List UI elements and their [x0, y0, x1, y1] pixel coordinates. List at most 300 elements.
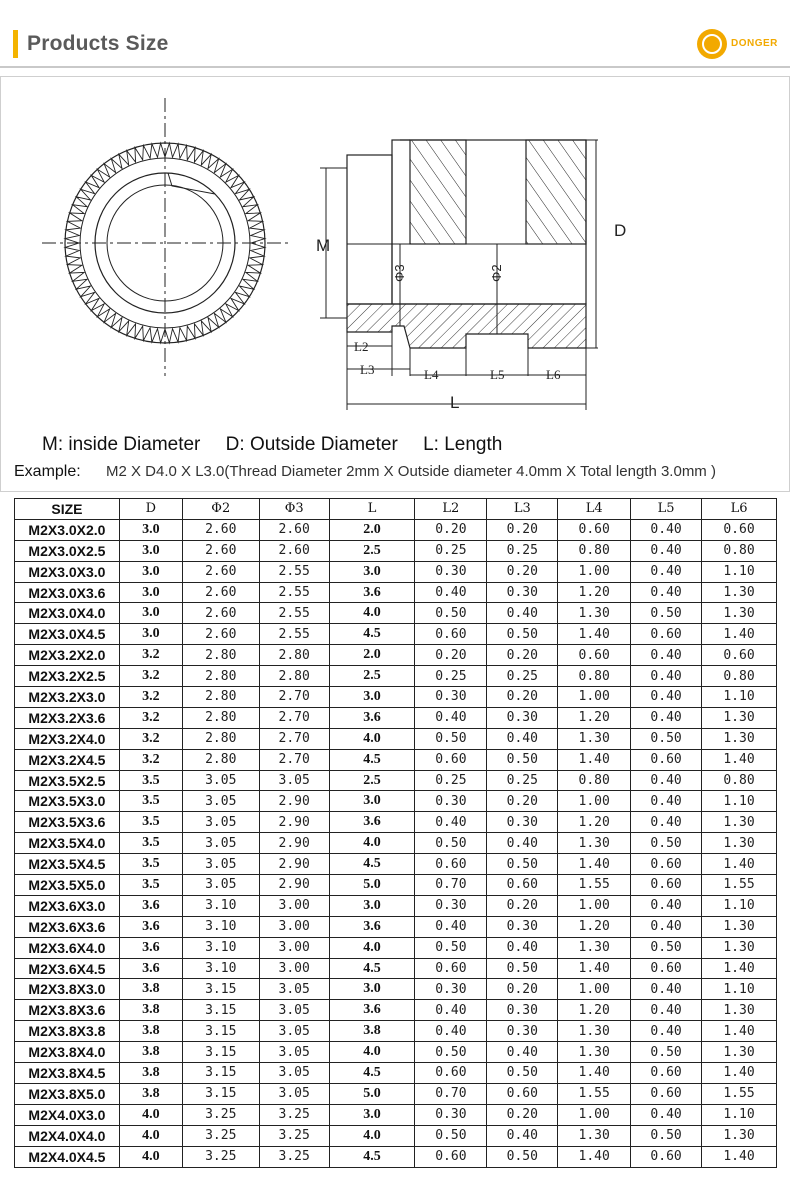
table-row: [15, 1146, 777, 1167]
cell-l6: 1.40: [702, 749, 777, 770]
cell-l: 4.5: [329, 624, 415, 645]
cell-l6: 1.30: [702, 833, 777, 854]
cell-phi2: 2.80: [182, 645, 259, 666]
cell-l2: 0.30: [415, 561, 487, 582]
cell-size: M2X3.6X3.0: [15, 895, 120, 916]
cell-phi2: 3.10: [182, 916, 259, 937]
cell-phi3: 2.90: [259, 854, 329, 875]
label-phi3: Φ3: [392, 264, 407, 282]
cell-l: 2.5: [329, 770, 415, 791]
header-accent-bar: [13, 30, 18, 58]
table-row: [15, 707, 777, 728]
label-l2: L2: [354, 339, 369, 354]
cell-phi2: 3.05: [182, 770, 259, 791]
cell-size: M2X3.6X4.0: [15, 937, 120, 958]
cell-l2: 0.30: [415, 1104, 487, 1125]
table-row: [15, 519, 777, 540]
cell-l5: 0.60: [631, 749, 702, 770]
cell-l4: 0.80: [558, 666, 631, 687]
table-row: [15, 1021, 777, 1042]
cell-l2: 0.40: [415, 812, 487, 833]
header-d: D: [119, 499, 182, 520]
cell-l5: 0.50: [631, 937, 702, 958]
cell-l4: 1.30: [558, 1021, 631, 1042]
cell-l3: 0.40: [487, 937, 558, 958]
cell-l4: 1.00: [558, 561, 631, 582]
cell-l: 3.0: [329, 1104, 415, 1125]
table-row: [15, 540, 777, 561]
cell-d: 3.2: [119, 749, 182, 770]
cell-l3: 0.30: [487, 812, 558, 833]
cell-l3: 0.20: [487, 791, 558, 812]
logo-icon: [697, 29, 727, 59]
cell-size: M2X3.2X2.5: [15, 666, 120, 687]
cell-l4: 1.00: [558, 791, 631, 812]
cell-d: 3.8: [119, 1000, 182, 1021]
cell-l5: 0.40: [631, 582, 702, 603]
cell-l5: 0.40: [631, 1104, 702, 1125]
cell-d: 3.5: [119, 812, 182, 833]
cell-d: 3.8: [119, 1063, 182, 1084]
cell-d: 3.0: [119, 561, 182, 582]
cell-l3: 0.20: [487, 645, 558, 666]
cell-phi3: 2.90: [259, 875, 329, 896]
cell-size: M2X3.0X2.5: [15, 540, 120, 561]
cell-l5: 0.40: [631, 1000, 702, 1021]
cell-l2: 0.25: [415, 540, 487, 561]
cell-l5: 0.40: [631, 707, 702, 728]
cell-d: 3.6: [119, 937, 182, 958]
label-l: L: [450, 393, 460, 412]
brand-logo: [697, 29, 787, 61]
cell-l5: 0.60: [631, 875, 702, 896]
cell-l: 4.0: [329, 937, 415, 958]
cell-l4: 1.00: [558, 895, 631, 916]
cell-l: 4.0: [329, 1125, 415, 1146]
example-line: [14, 463, 716, 481]
cell-phi2: 2.60: [182, 624, 259, 645]
cell-l: 2.0: [329, 519, 415, 540]
cell-phi3: 3.05: [259, 1000, 329, 1021]
cell-phi3: 2.60: [259, 519, 329, 540]
cell-l3: 0.20: [487, 519, 558, 540]
cell-l5: 0.60: [631, 624, 702, 645]
cell-size: M2X3.0X2.0: [15, 519, 120, 540]
cell-l4: 1.40: [558, 1146, 631, 1167]
cell-l5: 0.60: [631, 1083, 702, 1104]
cell-l5: 0.60: [631, 958, 702, 979]
cell-l3: 0.25: [487, 666, 558, 687]
cell-l2: 0.40: [415, 1000, 487, 1021]
cell-size: M2X3.0X4.5: [15, 624, 120, 645]
table-row: [15, 728, 777, 749]
cell-size: M2X3.5X2.5: [15, 770, 120, 791]
cell-l5: 0.60: [631, 1146, 702, 1167]
cell-l5: 0.60: [631, 1063, 702, 1084]
label-l4: L4: [424, 367, 439, 382]
cell-l6: 0.80: [702, 540, 777, 561]
cell-phi3: 3.05: [259, 979, 329, 1000]
cell-phi3: 2.60: [259, 540, 329, 561]
cell-l3: 0.60: [487, 875, 558, 896]
cell-l3: 0.20: [487, 895, 558, 916]
cell-phi2: 3.15: [182, 1042, 259, 1063]
cell-size: M2X3.0X3.6: [15, 582, 120, 603]
cell-l3: 0.50: [487, 749, 558, 770]
cell-d: 3.6: [119, 916, 182, 937]
cell-l3: 0.40: [487, 1042, 558, 1063]
cell-l3: 0.30: [487, 1021, 558, 1042]
table-row: [15, 833, 777, 854]
cell-l: 4.5: [329, 854, 415, 875]
cell-l6: 1.40: [702, 854, 777, 875]
label-l6: L6: [546, 367, 561, 382]
cell-phi3: 2.55: [259, 582, 329, 603]
table-row: [15, 749, 777, 770]
table-row: [15, 582, 777, 603]
label-l3: L3: [360, 362, 375, 377]
cell-phi2: 2.60: [182, 540, 259, 561]
cell-l5: 0.40: [631, 687, 702, 708]
cell-l5: 0.50: [631, 1125, 702, 1146]
cell-phi3: 2.80: [259, 645, 329, 666]
label-d: D: [614, 221, 627, 240]
cell-phi2: 3.10: [182, 937, 259, 958]
cell-l: 4.0: [329, 728, 415, 749]
table-row: [15, 1125, 777, 1146]
cell-phi3: 3.25: [259, 1104, 329, 1125]
cell-l2: 0.60: [415, 749, 487, 770]
cell-d: 4.0: [119, 1146, 182, 1167]
cell-phi3: 3.00: [259, 916, 329, 937]
cell-phi2: 3.05: [182, 791, 259, 812]
cell-l3: 0.20: [487, 561, 558, 582]
cell-l5: 0.40: [631, 791, 702, 812]
cell-l6: 1.30: [702, 603, 777, 624]
table-row: [15, 895, 777, 916]
cell-l4: 1.30: [558, 728, 631, 749]
header-l4: L4: [558, 499, 631, 520]
table-row: [15, 624, 777, 645]
cell-phi2: 2.60: [182, 561, 259, 582]
label-m: M: [316, 236, 331, 255]
cell-l3: 0.20: [487, 1104, 558, 1125]
table-row: [15, 770, 777, 791]
cell-l: 2.5: [329, 666, 415, 687]
cell-l: 4.5: [329, 1063, 415, 1084]
cell-l6: 1.55: [702, 875, 777, 896]
cell-l2: 0.50: [415, 1042, 487, 1063]
cell-l5: 0.40: [631, 645, 702, 666]
cell-l2: 0.40: [415, 582, 487, 603]
table-row: [15, 666, 777, 687]
cell-phi3: 3.05: [259, 1083, 329, 1104]
header-l5: L5: [631, 499, 702, 520]
header-size: SIZE: [15, 499, 120, 520]
cell-phi2: 2.80: [182, 687, 259, 708]
cell-l6: 1.30: [702, 582, 777, 603]
cell-l2: 0.60: [415, 1063, 487, 1084]
cell-size: M2X3.8X5.0: [15, 1083, 120, 1104]
cell-l5: 0.40: [631, 561, 702, 582]
cell-phi2: 2.60: [182, 603, 259, 624]
table-row: [15, 916, 777, 937]
cell-l6: 1.10: [702, 791, 777, 812]
cell-l: 4.5: [329, 749, 415, 770]
cell-l6: 1.40: [702, 1063, 777, 1084]
cell-d: 3.0: [119, 624, 182, 645]
cell-size: M2X3.6X3.6: [15, 916, 120, 937]
cell-phi2: 3.15: [182, 1063, 259, 1084]
cell-size: M2X3.5X3.0: [15, 791, 120, 812]
cell-phi3: 3.00: [259, 958, 329, 979]
cell-phi2: 3.05: [182, 854, 259, 875]
cell-l2: 0.40: [415, 707, 487, 728]
cell-l5: 0.40: [631, 519, 702, 540]
cell-l2: 0.20: [415, 645, 487, 666]
cell-l2: 0.60: [415, 1146, 487, 1167]
cell-size: M2X3.0X3.0: [15, 561, 120, 582]
knurl-section-left: [410, 140, 466, 244]
cell-size: M2X3.5X4.5: [15, 854, 120, 875]
cell-l: 4.0: [329, 1042, 415, 1063]
cell-l4: 1.20: [558, 1000, 631, 1021]
cell-size: M2X3.8X3.0: [15, 979, 120, 1000]
cell-l6: 1.30: [702, 1125, 777, 1146]
cell-phi3: 3.05: [259, 1063, 329, 1084]
cell-l6: 1.40: [702, 1021, 777, 1042]
cell-l6: 1.55: [702, 1083, 777, 1104]
header-l2: L2: [415, 499, 487, 520]
cell-l2: 0.60: [415, 854, 487, 875]
cell-phi3: 2.70: [259, 749, 329, 770]
cell-l3: 0.25: [487, 770, 558, 791]
cell-l6: 1.40: [702, 958, 777, 979]
cell-l4: 1.40: [558, 854, 631, 875]
cell-l6: 0.80: [702, 770, 777, 791]
cell-phi3: 2.55: [259, 624, 329, 645]
cell-d: 3.5: [119, 791, 182, 812]
cell-l2: 0.60: [415, 624, 487, 645]
cell-l: 3.8: [329, 1021, 415, 1042]
cell-l: 5.0: [329, 1083, 415, 1104]
cell-l5: 0.50: [631, 728, 702, 749]
cell-l6: 1.10: [702, 979, 777, 1000]
cell-size: M2X3.8X3.8: [15, 1021, 120, 1042]
cell-l3: 0.50: [487, 624, 558, 645]
cell-d: 3.2: [119, 645, 182, 666]
cell-l4: 1.40: [558, 958, 631, 979]
cell-l4: 1.30: [558, 937, 631, 958]
cell-l4: 1.00: [558, 979, 631, 1000]
cell-d: 4.0: [119, 1104, 182, 1125]
cell-phi3: 2.90: [259, 791, 329, 812]
cell-l5: 0.50: [631, 833, 702, 854]
cell-l2: 0.70: [415, 1083, 487, 1104]
cell-d: 3.5: [119, 875, 182, 896]
cell-phi2: 2.80: [182, 666, 259, 687]
cell-d: 3.8: [119, 979, 182, 1000]
cell-l3: 0.20: [487, 687, 558, 708]
table-row: [15, 1063, 777, 1084]
cell-l4: 1.40: [558, 749, 631, 770]
cell-phi3: 3.00: [259, 937, 329, 958]
cell-d: 4.0: [119, 1125, 182, 1146]
body-left-collar: [347, 155, 392, 304]
cell-l5: 0.50: [631, 603, 702, 624]
cell-l5: 0.40: [631, 666, 702, 687]
cell-l3: 0.50: [487, 854, 558, 875]
cell-d: 3.5: [119, 770, 182, 791]
cell-d: 3.0: [119, 603, 182, 624]
cell-phi3: 2.70: [259, 728, 329, 749]
cell-l4: 0.80: [558, 540, 631, 561]
cell-l4: 1.20: [558, 582, 631, 603]
cell-l2: 0.20: [415, 519, 487, 540]
cell-l4: 1.20: [558, 916, 631, 937]
cell-l: 3.6: [329, 582, 415, 603]
label-l5: L5: [490, 367, 505, 382]
cell-size: M2X3.2X3.6: [15, 707, 120, 728]
technical-drawing: [0, 76, 790, 426]
legend-m: M: inside Diameter: [42, 434, 201, 455]
cell-phi3: 3.00: [259, 895, 329, 916]
table-row: [15, 937, 777, 958]
cell-l: 3.0: [329, 687, 415, 708]
cell-l3: 0.40: [487, 833, 558, 854]
cell-d: 3.5: [119, 854, 182, 875]
cell-l2: 0.50: [415, 728, 487, 749]
cell-phi2: 2.60: [182, 519, 259, 540]
cell-l3: 0.40: [487, 728, 558, 749]
cell-phi2: 3.10: [182, 958, 259, 979]
cell-l: 4.5: [329, 1146, 415, 1167]
table-row: [15, 1104, 777, 1125]
cell-size: M2X3.2X3.0: [15, 687, 120, 708]
legend-d: D: Outside Diameter: [225, 434, 398, 455]
cell-l6: 1.30: [702, 812, 777, 833]
cell-d: 3.2: [119, 666, 182, 687]
cell-l: 3.0: [329, 561, 415, 582]
cell-l: 3.0: [329, 979, 415, 1000]
cell-l3: 0.40: [487, 603, 558, 624]
cell-l4: 1.00: [558, 1104, 631, 1125]
cell-l4: 1.40: [558, 624, 631, 645]
header-l: L: [329, 499, 415, 520]
cell-phi2: 3.15: [182, 1021, 259, 1042]
cell-size: M2X4.0X4.5: [15, 1146, 120, 1167]
table-row: [15, 875, 777, 896]
table-row: [15, 791, 777, 812]
cell-l6: 1.10: [702, 561, 777, 582]
cell-d: 3.8: [119, 1042, 182, 1063]
cell-phi3: 3.05: [259, 770, 329, 791]
cell-l: 3.6: [329, 916, 415, 937]
cell-phi2: 3.25: [182, 1146, 259, 1167]
cell-l6: 1.30: [702, 1000, 777, 1021]
example-label: Example:: [14, 463, 81, 480]
cell-phi2: 3.15: [182, 979, 259, 1000]
cell-phi2: 3.10: [182, 895, 259, 916]
header-l6: L6: [702, 499, 777, 520]
cell-phi2: 3.05: [182, 875, 259, 896]
cell-phi2: 3.05: [182, 812, 259, 833]
cell-size: M2X3.8X4.5: [15, 1063, 120, 1084]
cell-l6: 1.30: [702, 707, 777, 728]
front-view: [42, 98, 290, 376]
table-row: [15, 958, 777, 979]
cell-l2: 0.40: [415, 1021, 487, 1042]
cell-phi2: 3.25: [182, 1125, 259, 1146]
table-header-row: [15, 499, 777, 520]
cell-size: M2X3.0X4.0: [15, 603, 120, 624]
cell-d: 3.0: [119, 519, 182, 540]
cell-phi2: 2.60: [182, 582, 259, 603]
cell-size: M2X3.5X4.0: [15, 833, 120, 854]
cell-l4: 1.55: [558, 875, 631, 896]
cell-l6: 1.30: [702, 937, 777, 958]
page-title: Products Size: [27, 32, 169, 55]
cell-l2: 0.70: [415, 875, 487, 896]
cell-phi3: 2.70: [259, 687, 329, 708]
cell-d: 3.0: [119, 540, 182, 561]
cell-l6: 0.80: [702, 666, 777, 687]
example-text: M2 X D4.0 X L3.0(Thread Diameter 2mm X Outside diameter 4.0mm X Total length 3.0mm ): [106, 463, 716, 480]
legend-l: L: Length: [423, 434, 503, 455]
cell-l4: 1.30: [558, 1125, 631, 1146]
cell-l5: 0.40: [631, 895, 702, 916]
cell-d: 3.6: [119, 958, 182, 979]
cell-l6: 1.40: [702, 624, 777, 645]
cell-l6: 0.60: [702, 519, 777, 540]
cell-l2: 0.30: [415, 895, 487, 916]
cell-l6: 1.10: [702, 1104, 777, 1125]
cell-l3: 0.30: [487, 1000, 558, 1021]
cell-l: 2.5: [329, 540, 415, 561]
cell-phi2: 3.15: [182, 1000, 259, 1021]
table-row: [15, 854, 777, 875]
cell-size: M2X4.0X3.0: [15, 1104, 120, 1125]
cell-l4: 1.30: [558, 603, 631, 624]
cell-size: M2X3.8X3.6: [15, 1000, 120, 1021]
table-row: [15, 979, 777, 1000]
knurl-section-right: [526, 140, 586, 244]
cell-l: 3.6: [329, 812, 415, 833]
cell-phi2: 3.15: [182, 1083, 259, 1104]
cell-l: 3.6: [329, 1000, 415, 1021]
cell-l2: 0.50: [415, 1125, 487, 1146]
cell-l4: 1.20: [558, 707, 631, 728]
cell-l2: 0.30: [415, 687, 487, 708]
cell-l3: 0.30: [487, 707, 558, 728]
table-row: [15, 687, 777, 708]
cell-l: 3.0: [329, 791, 415, 812]
table-row: [15, 645, 777, 666]
cell-l3: 0.50: [487, 1063, 558, 1084]
cell-l4: 1.40: [558, 1063, 631, 1084]
cell-phi3: 2.70: [259, 707, 329, 728]
table-row: [15, 1000, 777, 1021]
cell-l6: 1.10: [702, 687, 777, 708]
cell-l6: 1.40: [702, 1146, 777, 1167]
cell-l: 2.0: [329, 645, 415, 666]
cell-l: 4.0: [329, 603, 415, 624]
cell-l6: 1.30: [702, 1042, 777, 1063]
logo-text: DONGER: [731, 38, 778, 49]
cell-l6: 0.60: [702, 645, 777, 666]
cell-phi3: 3.25: [259, 1125, 329, 1146]
cell-size: M2X3.2X4.0: [15, 728, 120, 749]
